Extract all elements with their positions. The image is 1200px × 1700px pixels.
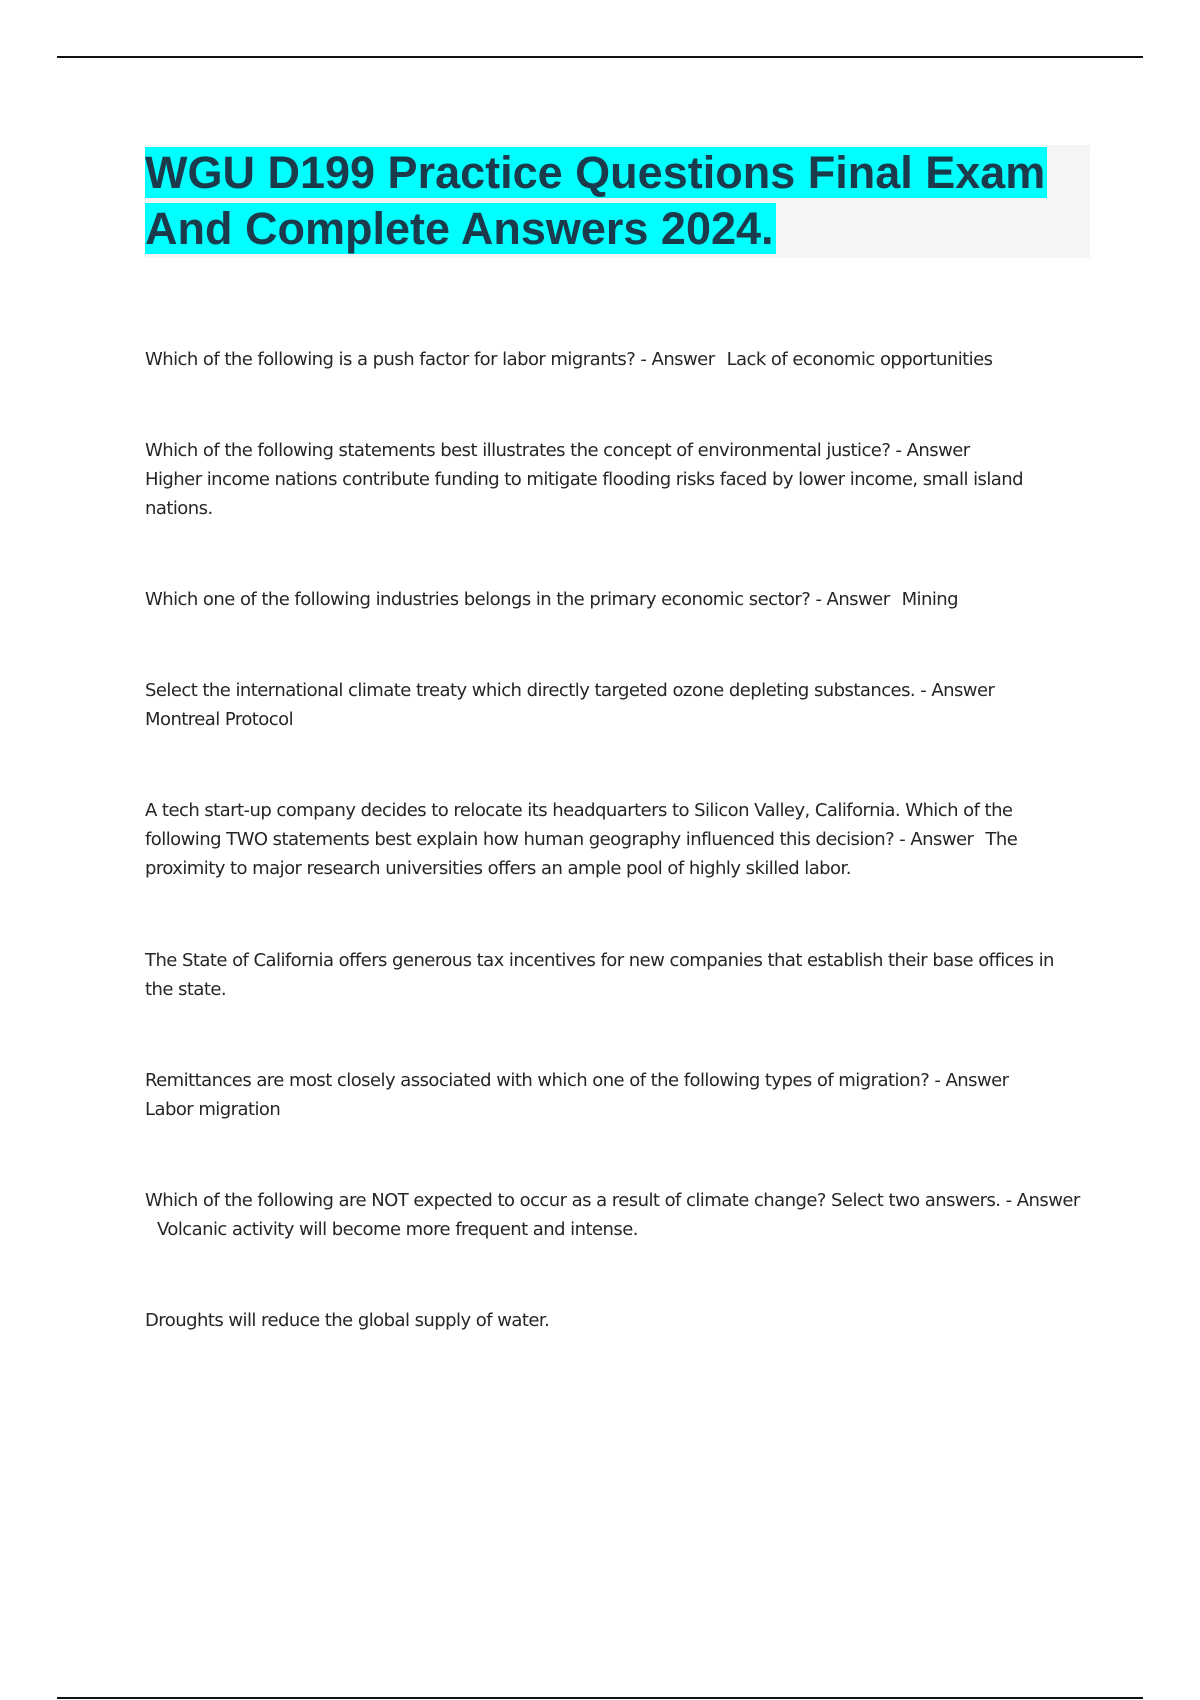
question-text: Which of the following are NOT expected to occur as a result of climate change? Select two answers. - Answer	[145, 1190, 1080, 1211]
question-text: Select the international climate treaty which directly targeted ozone depleting substances. - Answer	[145, 680, 995, 701]
document-title-text: WGU D199 Practice Questions Final Exam And Complete Answers 2024.	[145, 147, 1046, 254]
bottom-rule	[57, 1697, 1143, 1699]
question-text: A tech start-up company decides to relocate its headquarters to Silicon Valley, California. Which of the following TWO statements best explain how human geography influenced this decision? - Answer	[145, 800, 1013, 850]
question-text: Remittances are most closely associated with which one of the following types of migration? - Answer	[145, 1070, 1009, 1091]
question-text: Which of the following statements best illustrates the concept of environmental justice? - Answer	[145, 440, 970, 461]
answer-text: Higher income nations contribute funding to mitigate flooding risks faced by lower income, small island nations.	[145, 469, 1024, 519]
list-item	[145, 1066, 1009, 1124]
list-item	[145, 585, 958, 614]
list-item	[145, 345, 992, 374]
answer-text: Droughts will reduce the global supply of water.	[145, 1310, 550, 1331]
answer-text: Volcanic activity will become more frequent and intense.	[157, 1219, 638, 1240]
list-item	[145, 796, 1085, 883]
answer-text: Labor migration	[145, 1099, 281, 1120]
answer-text: The State of California offers generous tax incentives for new companies that establish their base offices in the state.	[145, 950, 1054, 1000]
question-text: Which of the following is a push factor for labor migrants? - Answer	[145, 349, 715, 370]
list-item	[145, 1186, 1085, 1244]
answer-text: Mining	[901, 589, 959, 610]
top-rule	[57, 56, 1143, 58]
document-title	[145, 145, 1090, 257]
question-text: Which one of the following industries belongs in the primary economic sector? - Answer	[145, 589, 890, 610]
list-item	[145, 946, 1085, 1004]
list-item	[145, 676, 994, 734]
answer-text: Montreal Protocol	[145, 709, 294, 730]
answer-text: The proximity to major research universities offers an ample pool of highly skilled labor.	[145, 829, 1018, 879]
title-block	[145, 145, 1090, 258]
list-item	[145, 1306, 549, 1335]
list-item	[145, 436, 1085, 523]
answer-text: Lack of economic opportunities	[726, 349, 993, 370]
